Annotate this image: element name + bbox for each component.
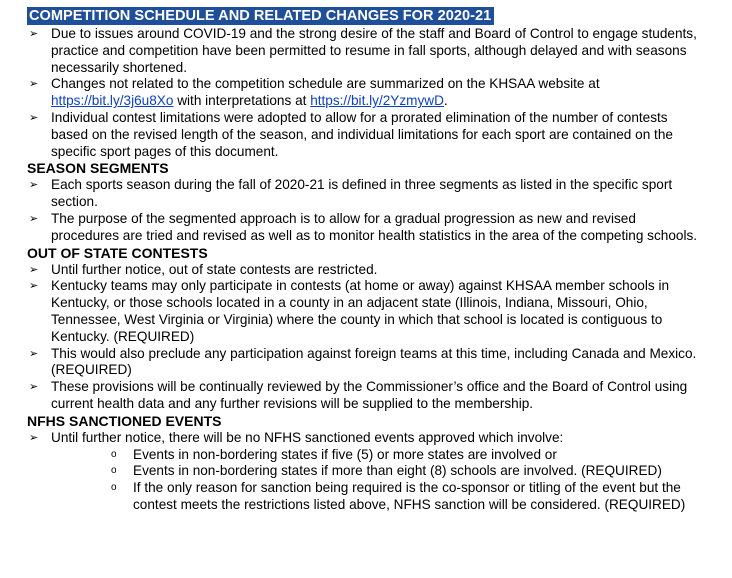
arrow-bullet-icon: ➢ [29, 179, 39, 192]
circle-bullet-icon: o [111, 465, 117, 477]
sub-list-item [0, 480, 732, 514]
sub-bullet-text: Events in non-bordering states if more than eight (8) schools are involved. (REQUIRED) [133, 463, 662, 479]
sub-list-item [0, 463, 732, 480]
list-item [0, 379, 732, 413]
bullet-text: The purpose of the segmented approach is to allow for a gradual progression as new and revised procedures are tried and revised as well as to monitor health statistics in the area of the competing schools. [51, 210, 698, 243]
bullet-text: Until further notice, there will be no NFHS sanctioned events approved which involve: [51, 429, 564, 445]
list-item [0, 26, 732, 76]
arrow-bullet-icon: ➢ [29, 381, 39, 394]
arrow-bullet-icon: ➢ [29, 263, 39, 276]
arrow-bullet-icon: ➢ [29, 28, 39, 40]
bullet-text: This would also preclude any participation against foreign teams at this time, including Canada and Mexico. (REQUIRED) [51, 345, 697, 378]
arrow-bullet-icon: ➢ [29, 280, 39, 293]
sub-list-item [0, 447, 732, 464]
bullet-text: Changes not related to the competition schedule are summarized on the KHSAA website at [51, 76, 600, 92]
nfhs-heading: NFHS SANCTIONED EVENTS [27, 412, 222, 429]
out-of-state-heading: OUT OF STATE CONTESTS [27, 244, 208, 261]
bullet-text: . [443, 93, 448, 109]
circle-bullet-icon: o [111, 482, 117, 494]
bullet-text: Individual contest limitations were adopted to allow for a prorated elimination of the number of contests based on the revised length of the season, and individual limitations for each sport are contained on the specific sport pages of this document. [51, 109, 673, 159]
season-segments-heading: SEASON SEGMENTS [27, 160, 169, 177]
list-item [0, 346, 732, 380]
bullet-text: Due to issues around COVID-19 and the strong desire of the staff and Board of Control to engage students, practice and competition have been permitted to resume in fall sports, although delayed and with seasons necessarily shortened. [51, 26, 697, 75]
list-item [0, 110, 732, 160]
circle-bullet-icon: o [111, 448, 117, 460]
bullet-text: Until further notice, out of state contests are restricted. [51, 261, 378, 277]
arrow-bullet-icon: ➢ [29, 111, 39, 124]
arrow-bullet-icon: ➢ [29, 347, 39, 360]
bullet-text: Each sports season during the fall of 2020-21 is defined in three segments as listed in the specific sport section. [51, 177, 673, 210]
bullet-text: Kentucky teams may only participate in contests (at home or away) against KHSAA member schools in Kentucky, or those schools located in a county in an adjacent state (Illinois, Indiana, Missouri, Ohio, Tennessee, West Virginia or Virginia) where the county in which that school is located is contiguous to Kentucky. (REQUIRED) [51, 278, 670, 344]
khsaa-changes-link[interactable]: https://bit.ly/3j6u8Xo [51, 93, 174, 109]
arrow-bullet-icon: ➢ [29, 78, 39, 91]
list-item [0, 211, 732, 245]
arrow-bullet-icon: ➢ [29, 431, 39, 444]
list-item [0, 430, 732, 447]
interpretations-link[interactable]: https://bit.ly/2YzmywD [310, 93, 444, 109]
list-item [0, 278, 732, 345]
list-item [0, 177, 732, 211]
section-banner: COMPETITION SCHEDULE AND RELATED CHANGES FOR 2020-21 [27, 7, 494, 25]
list-item [0, 76, 732, 110]
bullet-text: with interpretations at [173, 93, 311, 109]
list-item [0, 262, 732, 279]
sub-bullet-text: Events in non-bordering states if five (5) or more states are involved or [133, 446, 557, 462]
arrow-bullet-icon: ➢ [29, 212, 39, 225]
sub-bullet-text: If the only reason for sanction being required is the co-sponsor or titling of the event but the contest meets the restrictions listed above, NFHS sanction will be considered. (REQUIRED) [133, 480, 686, 512]
bullet-text: These provisions will be continually reviewed by the Commissioner’s office and the Board of Control using current health data and any further revisions will be supplied to the membership. [51, 379, 688, 411]
